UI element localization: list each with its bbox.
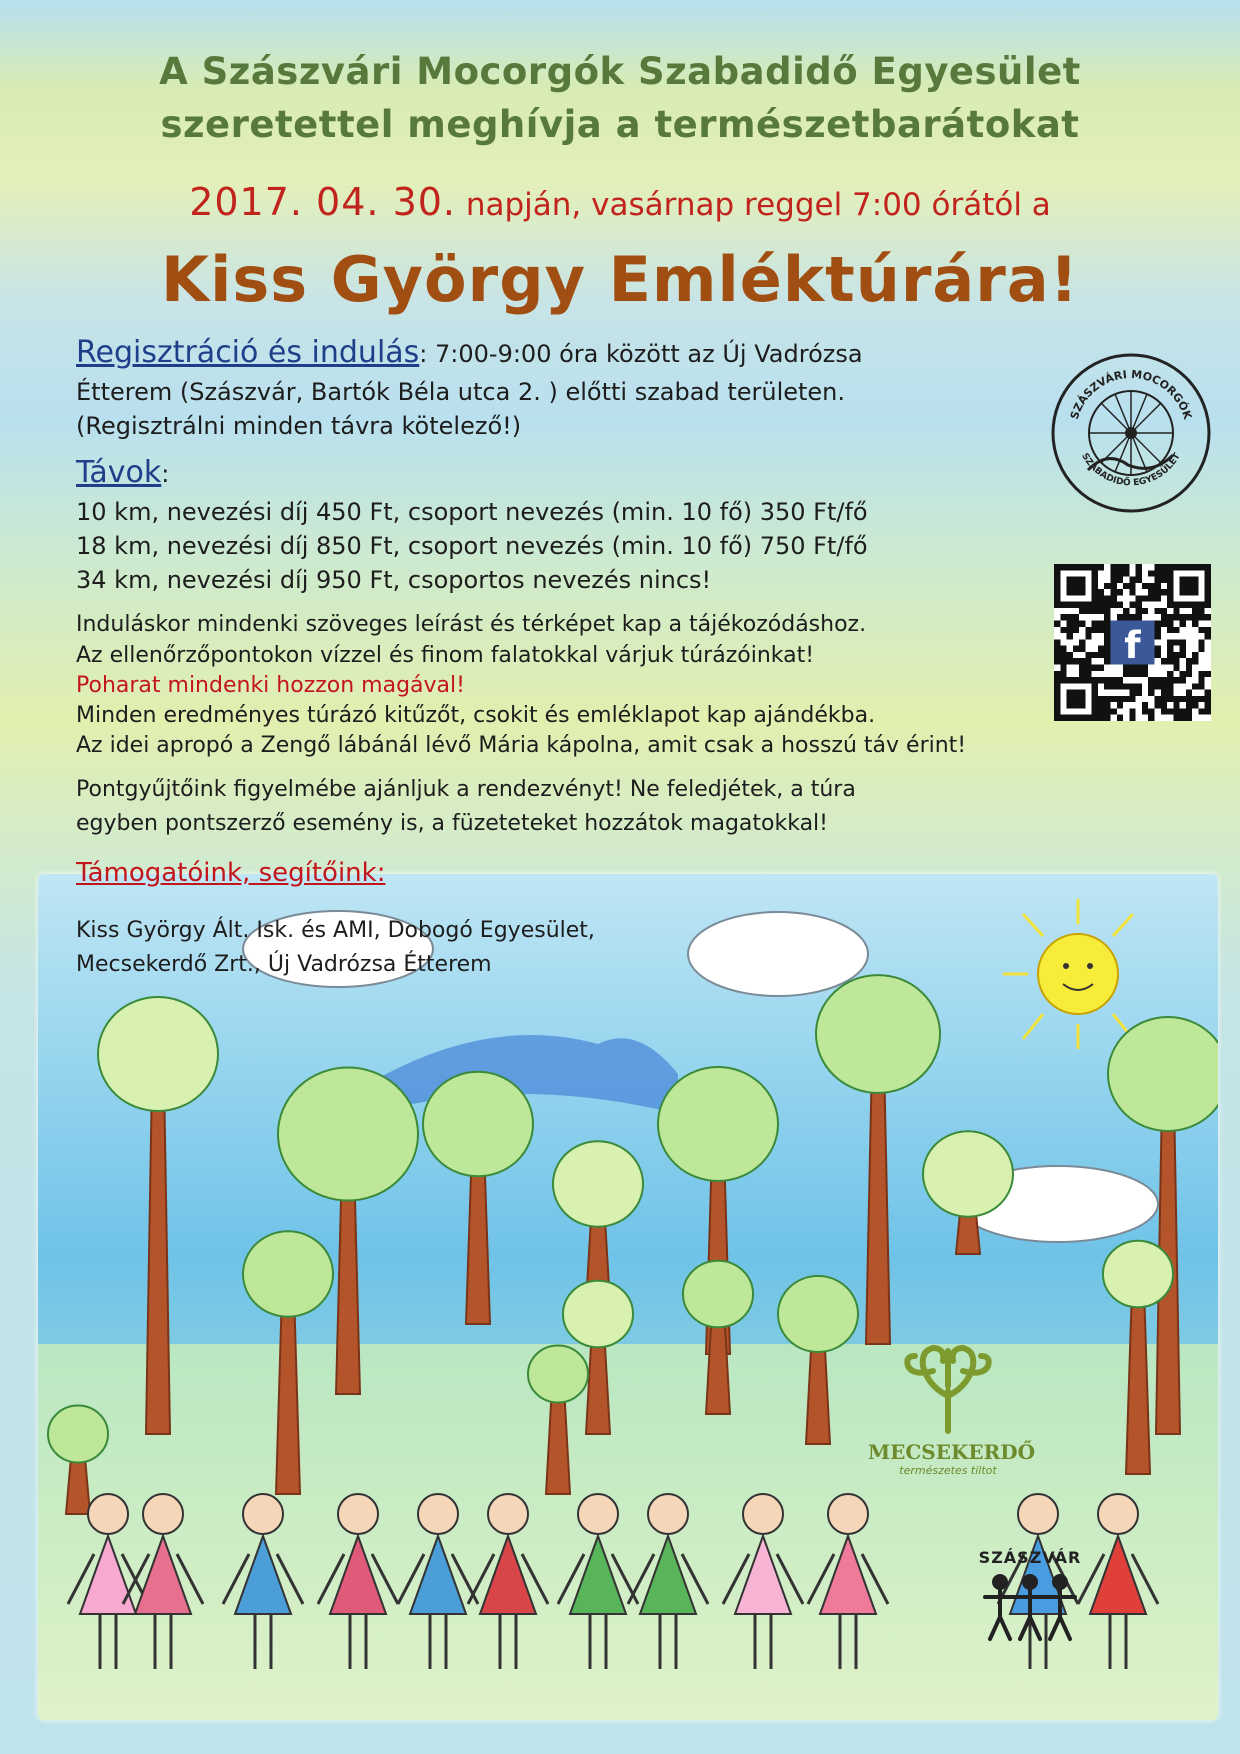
- tree-crown: [278, 1068, 418, 1201]
- event-dateline: [0, 180, 1240, 224]
- info-line-2: Az ellenőrzőpontokon vízzel és finom falatokkal várjuk túrázóinkat!: [76, 643, 815, 668]
- mecsekerdo-subtitle: természetes tiltot: [899, 1464, 997, 1477]
- distances-heading-row: [76, 455, 169, 490]
- event-title: Kiss György Emléktúrára!: [161, 243, 1079, 316]
- emblem-bottom-text: SZABADIDŐ EGYESÜLET: [1079, 451, 1183, 489]
- registration-heading: Regisztráció és indulás: [76, 335, 420, 370]
- info-line-5: Az idei apropó a Zengő lábánál lévő Mária kápolna, amit csak a hosszú táv érint!: [76, 733, 967, 758]
- info-line-1: Induláskor mindenki szöveges leírást és térképet kap a tájékozódáshoz.: [76, 612, 867, 637]
- organizer-line: A Szászvári Mocorgók Szabadidő Egyesület: [159, 50, 1081, 93]
- szaszvar-logo: [970, 1548, 1090, 1668]
- registration-line-3: (Regisztrálni minden távra kötelező!): [76, 412, 522, 440]
- tree-crown: [778, 1276, 858, 1352]
- points-line-1: Pontgyűjtőink figyelmébe ajánljuk a rendezvényt! Ne feledjétek, a túra: [76, 777, 856, 802]
- registration-line-2: Étterem (Szászvár, Bartók Béla utca 2. ) előtti szabad területen.: [76, 378, 846, 406]
- szaszvar-label: SZÁSZVÁR: [978, 1548, 1082, 1567]
- sponsors-heading: Támogatóink, segítőink:: [76, 858, 386, 888]
- tree-crown: [553, 1141, 643, 1227]
- tree-crown: [563, 1281, 633, 1348]
- sponsors-line-2: Mecsekerdő Zrt., Új Vadrózsa Étterem: [76, 952, 492, 977]
- tree-crown: [423, 1072, 533, 1177]
- event-date: 2017. 04. 30.: [189, 180, 456, 224]
- registration-time: : 7:00-9:00 óra között az Új Vadrózsa: [419, 340, 863, 368]
- info-line-4: Minden eredményes túrázó kitűzőt, csokit és emléklapot kap ajándékba.: [76, 703, 876, 728]
- tree-crown: [528, 1346, 588, 1403]
- tree-crown: [658, 1067, 778, 1181]
- tree-crown: [816, 975, 940, 1093]
- distances-colon: :: [161, 460, 170, 488]
- tree-crown: [48, 1406, 108, 1463]
- tree-crown: [98, 997, 218, 1111]
- tree-crown: [683, 1261, 753, 1328]
- distances-heading: Távok: [76, 455, 162, 490]
- distance-item-18km: 18 km, nevezési díj 850 Ft, csoport nevezés (min. 10 fő) 750 Ft/fő: [76, 532, 868, 560]
- sponsors-line-1: Kiss György Ált. Isk. és AMI, Dobogó Egyesület,: [76, 918, 595, 943]
- tree-crown: [923, 1131, 1013, 1217]
- registration-line-1: [76, 335, 863, 370]
- tree-crown: [1108, 1017, 1218, 1131]
- qr-code-icon[interactable]: [1054, 564, 1211, 721]
- cup-warning: Poharat mindenki hozzon magával!: [76, 673, 465, 698]
- mecsekerdo-tree-logo: [868, 1336, 1036, 1486]
- tree-crown: [243, 1231, 333, 1317]
- sponsors-list: [76, 914, 595, 982]
- facebook-icon: f: [1124, 623, 1141, 668]
- emblem-top-text: SZÁSZVÁRI MOCORGÓK: [1067, 367, 1195, 421]
- points-line-2: egyben pontszerző esemény is, a füzeteteket hozzátok magatokkal!: [76, 811, 828, 836]
- distance-item-34km: 34 km, nevezési díj 950 Ft, csoportos nevezés nincs!: [76, 566, 712, 594]
- event-time-text: napján, vasárnap reggel 7:00 órától a: [456, 187, 1051, 223]
- club-emblem-icon: [1048, 350, 1214, 516]
- tree-crown: [1103, 1241, 1173, 1308]
- invitation-line: szeretettel meghívja a természetbarátokat: [160, 103, 1080, 146]
- distance-item-10km: 10 km, nevezési díj 450 Ft, csoport nevezés (min. 10 fő) 350 Ft/fő: [76, 498, 868, 526]
- mecsekerdo-name: MECSEKERDŐ: [868, 1440, 1036, 1464]
